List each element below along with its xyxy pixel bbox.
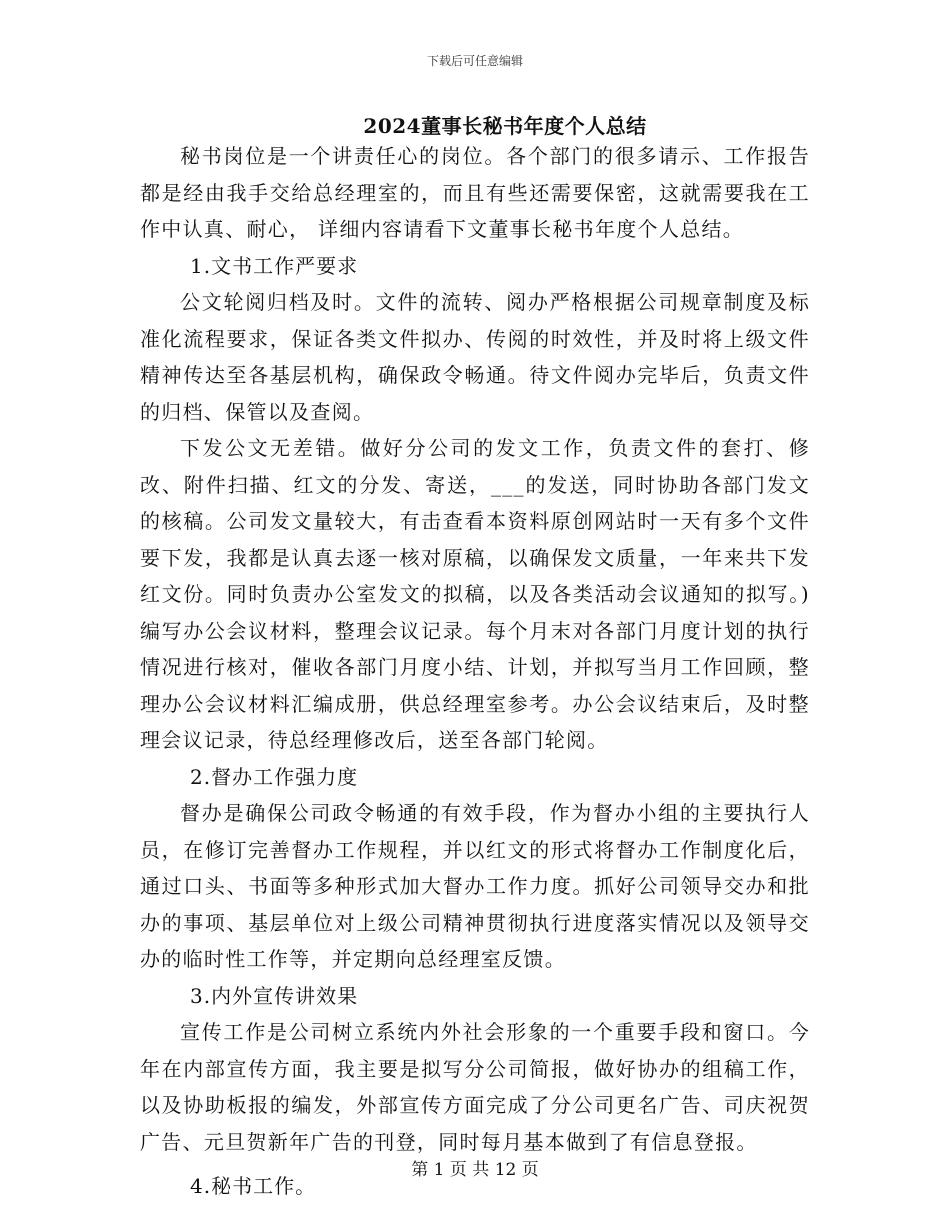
- document-body: [140, 138, 810, 1205]
- section-heading-1: 1.文书工作严要求: [190, 253, 359, 278]
- page-number: 第 1 页 共 12 页: [411, 1160, 539, 1180]
- section-heading-3: 3.内外宣传讲效果: [190, 983, 359, 1008]
- intro-paragraph: 秘书岗位是一个讲责任心的岗位。各个部门的很多请示、工作报告都是经由我手交给总经理室的，而且有些还需要保密，这就需要我在工作中认真、耐心， 详细内容请看下文董事长秘书年度个人总结。: [140, 144, 810, 241]
- section-3-paragraph-1: 宣传工作是公司树立系统内外社会形象的一个重要手段和窗口。今年在内部宣传方面，我主要是拟写分公司简报，做好协办的组稿工作，以及协助板报的编发，外部宣传方面完成了分公司更名广告、司庆祝贺广告、元旦贺新年广告的刊登，同时每月基本做到了有信息登报。: [140, 1020, 810, 1154]
- section-1-paragraph-2: 下发公文无差错。做好分公司的发文工作，负责文件的套打、修改、附件扫描、红文的分发、寄送，___的发送，同时协助各部门发文的核稿。公司发文量较大，有击查看本资料原创网站时一天有多个文件要下发，我都是认真去逐一核对原稿，以确保发文质量，一年来共下发红文份。同时负责办公室发文的拟稿，以及各类活动会议通知的拟写。)编写办公会议材料，整理会议记录。每个月末对各部门月度计划的执行情况进行核对，催收各部门月度小结、计划，并拟写当月工作回顾，整理办公会议材料汇编成册，供总经理室参考。办公会议结束后，及时整理会议记录，待总经理修改后，送至各部门轮阅。: [140, 436, 810, 752]
- section-2-paragraph-1: 督办是确保公司政令畅通的有效手段，作为督办小组的主要执行人员，在修订完善督办工作规程，并以红文的形式将督办工作制度化后，通过口头、书面等多种形式加大督办工作力度。抓好公司领导交办和批办的事项、基层单位对上级公司精神贯彻执行进度落实情况以及领导交办的临时性工作等，并定期向总经理室反馈。: [140, 801, 810, 971]
- section-heading-2: 2.督办工作强力度: [190, 764, 359, 789]
- section-heading-4: 4.秘书工作。: [190, 1174, 317, 1198]
- page-header-note: 下载后可任意编辑: [426, 54, 523, 68]
- document-title: 2024董事长秘书年度个人总结: [363, 114, 647, 138]
- section-1-paragraph-1: 公文轮阅归档及时。文件的流转、阅办严格根据公司规章制度及标准化流程要求，保证各类文件拟办、传阅的时效性，并及时将上级文件精神传达至各基层机构，确保政令畅通。待文件阅办完毕后，负责文件的归档、保管以及查阅。: [140, 290, 810, 424]
